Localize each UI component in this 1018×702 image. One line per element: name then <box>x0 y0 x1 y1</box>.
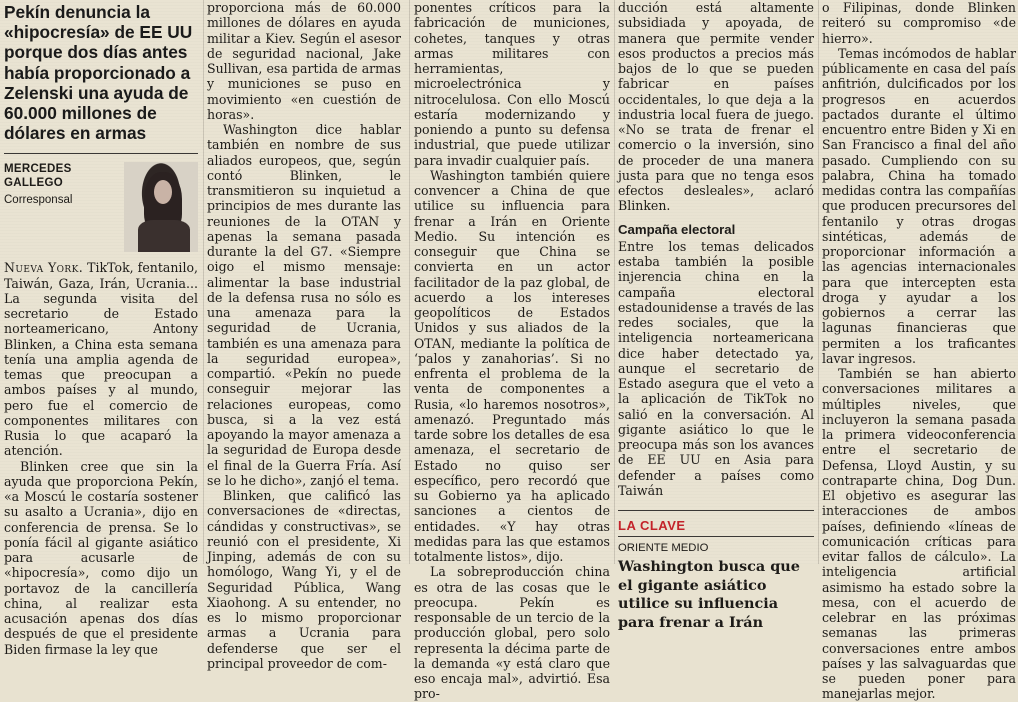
paragraph: ducción está altamente subsidiada y apoyada, de manera que permite vender esos productos a precios más bajos de lo que se pueden fabricar en países occidentales, lo que deja a la industria local fuera de juego. «No se trata de frenar el comercio o la inversión, sino de proceder de una manera justa para que no tenga esos efectos desleales», aclaró Blinken. <box>618 0 814 214</box>
headline-line: «hipocresía» de EE UU <box>4 22 193 43</box>
paragraph: Washington dice hablar también en nombre de sus aliados europeos, que, según contó Blinken, le transmitieron su inquietud a principios de mes durante las reuniones de la OTAN y apenas la semana pasada durante la del G7. «Siempre oigo el mismo mensaje: alimentar la base industrial de la defensa rusa no sólo es una amenaza para la seguridad de Ucrania, también es una amenaza para la seguridad europea», compartió. «Pekín no puede conseguir mejorar las relaciones europeas, como busca, si a la vez está apoyando la mayor amenaza a la seguridad de Europa desde el final de la Guerra Fría. Así se lo he dicho», zanjó el tema. <box>207 122 401 488</box>
clave-title: Washington busca que el gigante asiático utilice su influencia para frenar a Irán <box>618 558 800 631</box>
column-3 <box>414 0 610 702</box>
headline-rule <box>4 153 198 154</box>
headline-line: porque dos días antes <box>4 42 188 63</box>
paragraph <box>4 260 198 458</box>
article-body <box>4 260 198 657</box>
paragraph: Blinken, que calificó las conversaciones de «directas, cándidas y constructivas», se reunió con el presidente, Xi Jinping, además de con su homólogo, Wang Yi, y el de Seguridad Pública, Wang Xiaohong. A su entender, no es lo mismo proporcionar armas a Ucrania para defenderse que ser el principal proveedor de com- <box>207 488 401 671</box>
headline-line: Pekín denuncia la <box>4 2 150 22</box>
column-divider <box>409 0 410 564</box>
paragraph: Entre los temas delicados estaba también la posible injerencia china en la campaña electoral estadounidense a través de las redes sociales, que la inteligencia norteamericana dice haber detectado ya, aunque el secretario de Estado asegura que el veto a la aplicación de TikTok no salió en la conversación. Al gigante asiático lo que le preocupa más son los avances de EE UU en Asia para defender a países como Taiwán <box>618 238 814 498</box>
author-portrait <box>124 162 198 252</box>
paragraph: La sobreproducción china es otra de las cosas que le preocupa. Pekín es responsable de un tercio de la producción global, pero solo representa la décima parte de la demanda «y está claro que eso encaja mal», advirtió. Esa pro- <box>414 564 610 702</box>
author-first-name: MERCEDES <box>4 163 72 176</box>
column-4 <box>618 0 814 631</box>
paragraph: proporciona más de 60.000 millones de dólares en ayuda militar a Kiev. Según el asesor de seguridad nacional, Jake Sullivan, esa partida de armas y municiones se puso en movimiento «en cuestión de horas». <box>207 0 401 122</box>
section-subhead: Campaña electoral <box>618 221 736 237</box>
headline-line: 60.000 millones de <box>4 103 157 124</box>
column-divider <box>818 0 819 564</box>
paragraph: Blinken cree que sin la ayuda que proporciona Pekín, «a Moscú le costaría sostener su asalto a Ucrania», dijo en conferencia de prensa. Se lo ponía fácil al gigante asiático para acusarle de «hipocresía», como dijo un portavoz de la cancillería china, al realizar esta acusación apenas dos días después de que el presidente Biden firmase la ley que <box>4 458 198 657</box>
clave-label: LA CLAVE <box>618 518 686 533</box>
article-body <box>822 0 1016 702</box>
column-divider <box>614 0 615 564</box>
author-last-name: GALLEGO <box>4 177 63 190</box>
headline-line: Zelenski una ayuda de <box>4 82 189 103</box>
column-5 <box>822 0 1016 702</box>
article-body <box>618 0 814 498</box>
la-clave-box <box>618 510 814 632</box>
paragraph: Washington también quiere convencer a China de que utilice su influencia para frenar a Irán en Oriente Medio. Su intención es conseguir que China se convierta en un actor facilitador de la paz global, de acuerdo a los intereses geopolíticos de Estados Unidos y sus aliados de la OTAN, mediante la política de ‘palos y zanahorias’. Si no enfrenta el problema de la venta de componentes a Rusia, «lo haremos nosotros», amenazó. Preguntado más tarde sobre los detalles de esa amenaza, el secretario de Estado no quiso ser específico, pero recordó que su Gobierno ya ha aplicado sanciones a cientos de entidades. «Y hay otras medidas para las que estamos totalmente listos», dijo. <box>414 167 610 564</box>
clave-rule <box>618 510 814 511</box>
column-divider <box>203 0 204 564</box>
clave-kicker: ORIENTE MEDIO <box>618 542 709 554</box>
headline-line: había proporcionado a <box>4 62 191 83</box>
byline <box>4 162 198 260</box>
article-body <box>207 0 401 671</box>
column-1 <box>4 0 199 657</box>
author-role: Corresponsal <box>4 194 73 207</box>
paragraph: Temas incómodos de hablar públicamente en casa del país anfitrión, dulcificados por los progresos en acuerdos pactados durante el último encuentro entre Biden y Xi en San Francisco a final del año pasado. Cumpliendo con su palabra, China ha tomado medidas contra las compañías que producen precursores del fentanilo y otras drogas sintéticas, además de proporcionar información a las agencias internacionales para que intercepten esta droga y ayudar a los gobiernos a cerrar las lagunas financieras que permiten a los traficantes lavar ingresos. <box>822 45 1016 366</box>
column-2 <box>207 0 401 671</box>
paragraph-text: TikTok, fentanilo, Taiwán, Gaza, Irán, Ucrania... La segunda visita del secretario de Estado norteamericano, Antony Blinken, a China esta semana tenía una amplia agenda de temas que preocupan a ambos países y al mundo, pero fue el comercio de componentes militares con Rusia lo que acaparó la atención. <box>4 260 199 459</box>
paragraph: o Filipinas, donde Blinken reiteró su compromiso «de hierro». <box>822 0 1016 46</box>
article-body <box>414 0 610 702</box>
dateline: Nueva York. <box>4 260 84 276</box>
headline <box>4 2 198 143</box>
paragraph: ponentes críticos para la fabricación de municiones, cohetes, tanques y otras armas militares con herramientas, microelectrónica y nitrocelulosa. Con ello Moscú estaría modernizando y poniendo a punto su defensa industrial, que puede utilizar para invadir cualquier país. <box>414 0 610 168</box>
paragraph: También se han abierto conversaciones militares a múltiples niveles, que incluyeron la semana pasada la primera videoconferencia entre el secretario de Defensa, Lloyd Austin, y su contraparte china, Dog Dun. El objetivo es asegurar las interacciones de ambos países, definiendo «líneas de comunicación críticas para evitar fallos de cálculo». La inteligencia artificial asimismo ha estado sobre la mesa, con el acuerdo de celebrar en las próximas semanas las primeras conversaciones entre ambos países y las salvaguardas que se pueden poner para manejarlas mejor. <box>822 366 1016 702</box>
clave-rule <box>618 536 814 537</box>
headline-line: dólares en armas <box>4 123 147 144</box>
